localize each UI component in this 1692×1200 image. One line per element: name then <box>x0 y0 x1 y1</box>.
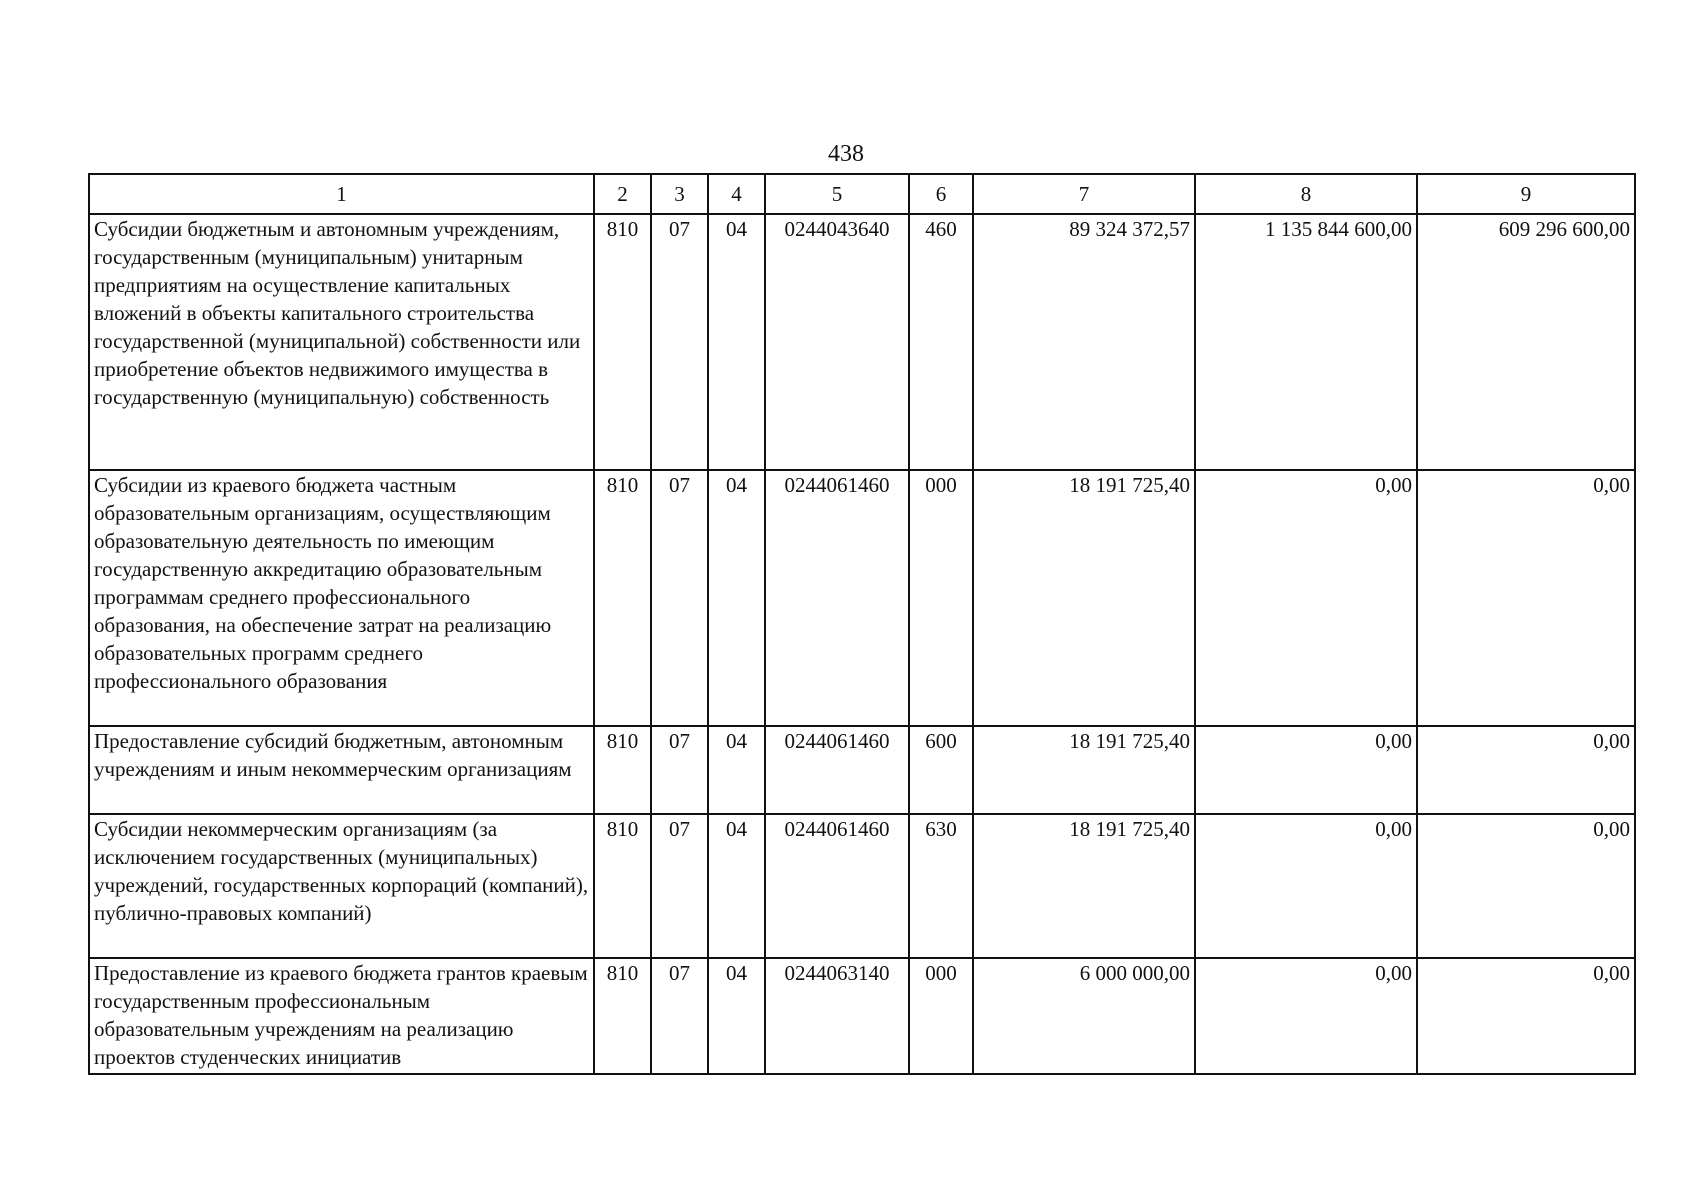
column-header-9: 9 <box>1417 174 1635 214</box>
cell-amount-col9: 609 296 600,00 <box>1417 214 1635 470</box>
row-description: Субсидии из краевого бюджета частным образовательным организациям, осуществляющим образовательную деятельность по имеющим государственную аккредитацию образовательным программам среднего профессионального образования, на обеспечение затрат на реализацию образовательных программ среднего профессионального образования <box>89 470 594 726</box>
cell-col2: 810 <box>594 214 651 470</box>
cell-col6: 000 <box>909 958 973 1074</box>
cell-col2: 810 <box>594 958 651 1074</box>
row-description: Предоставление из краевого бюджета грантов краевым государственным профессиональным образовательным учреждениям на реализацию проектов студенческих инициатив <box>89 958 594 1074</box>
cell-col6: 630 <box>909 814 973 958</box>
column-header-4: 4 <box>708 174 765 214</box>
cell-amount-col7: 89 324 372,57 <box>973 214 1195 470</box>
cell-col2: 810 <box>594 726 651 814</box>
cell-col2: 810 <box>594 814 651 958</box>
cell-amount-col7: 18 191 725,40 <box>973 726 1195 814</box>
cell-col5: 0244061460 <box>765 814 909 958</box>
cell-amount-col7: 18 191 725,40 <box>973 470 1195 726</box>
cell-col2: 810 <box>594 470 651 726</box>
cell-amount-col8: 0,00 <box>1195 470 1417 726</box>
cell-col5: 0244063140 <box>765 958 909 1074</box>
cell-amount-col8: 0,00 <box>1195 726 1417 814</box>
cell-amount-col8: 0,00 <box>1195 814 1417 958</box>
cell-col4: 04 <box>708 214 765 470</box>
column-header-5: 5 <box>765 174 909 214</box>
row-description: Субсидии некоммерческим организациям (за исключением государственных (муниципальных) учреждений, государственных корпораций (компаний), публично-правовых компаний) <box>89 814 594 958</box>
header-row <box>89 174 1635 214</box>
cell-col6: 600 <box>909 726 973 814</box>
cell-col3: 07 <box>651 726 708 814</box>
cell-col3: 07 <box>651 214 708 470</box>
table-row <box>89 814 1635 958</box>
cell-col3: 07 <box>651 470 708 726</box>
cell-col4: 04 <box>708 958 765 1074</box>
cell-col4: 04 <box>708 726 765 814</box>
table-row <box>89 958 1635 1074</box>
cell-amount-col7: 18 191 725,40 <box>973 814 1195 958</box>
cell-col6: 000 <box>909 470 973 726</box>
cell-amount-col8: 1 135 844 600,00 <box>1195 214 1417 470</box>
page-number: 438 <box>828 141 864 167</box>
cell-col5: 0244043640 <box>765 214 909 470</box>
cell-amount-col9: 0,00 <box>1417 470 1635 726</box>
table-row <box>89 214 1635 470</box>
cell-amount-col7: 6 000 000,00 <box>973 958 1195 1074</box>
cell-col4: 04 <box>708 470 765 726</box>
row-description: Предоставление субсидий бюджетным, автономным учреждениям и иным некоммерческим организациям <box>89 726 594 814</box>
cell-col3: 07 <box>651 814 708 958</box>
cell-amount-col9: 0,00 <box>1417 726 1635 814</box>
cell-col4: 04 <box>708 814 765 958</box>
cell-col5: 0244061460 <box>765 470 909 726</box>
row-description: Субсидии бюджетным и автономным учреждениям, государственным (муниципальным) унитарным предприятиям на осуществление капитальных вложений в объекты капитального строительства государственной (муниципальной) собственности или приобретение объектов недвижимого имущества в государственную (муниципальную) собственность <box>89 214 594 470</box>
column-header-1: 1 <box>89 174 594 214</box>
column-header-3: 3 <box>651 174 708 214</box>
column-header-7: 7 <box>973 174 1195 214</box>
column-header-2: 2 <box>594 174 651 214</box>
cell-col6: 460 <box>909 214 973 470</box>
cell-amount-col8: 0,00 <box>1195 958 1417 1074</box>
table-row <box>89 726 1635 814</box>
cell-amount-col9: 0,00 <box>1417 958 1635 1074</box>
table-row <box>89 470 1635 726</box>
column-header-6: 6 <box>909 174 973 214</box>
budget-table <box>88 173 1636 1075</box>
column-header-8: 8 <box>1195 174 1417 214</box>
cell-col3: 07 <box>651 958 708 1074</box>
cell-amount-col9: 0,00 <box>1417 814 1635 958</box>
cell-col5: 0244061460 <box>765 726 909 814</box>
